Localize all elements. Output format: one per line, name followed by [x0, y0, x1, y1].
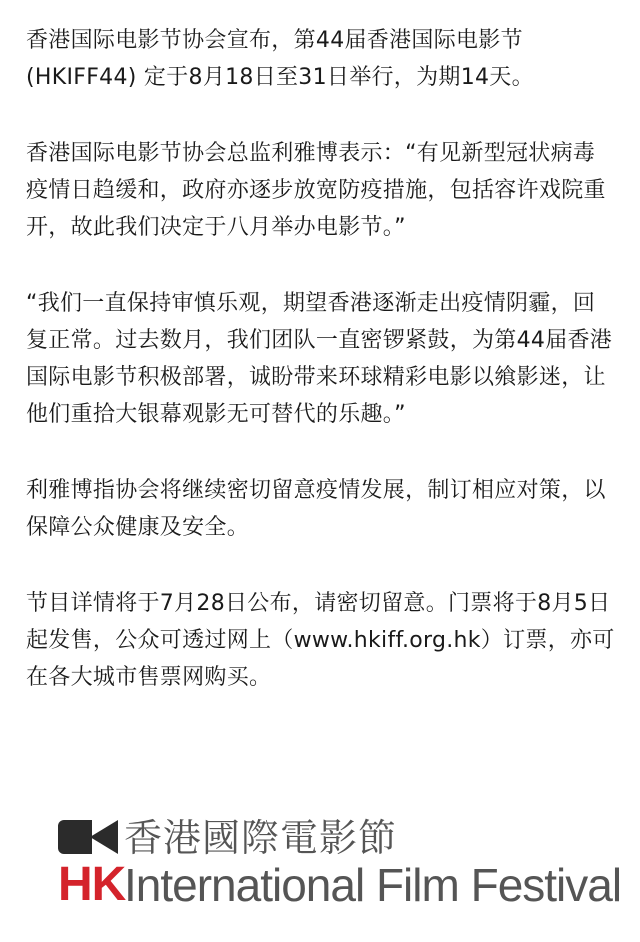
film-camera-mark-icon	[58, 820, 118, 854]
paragraph-health-safety: 利雅博指协会将继续密切留意疫情发展，制订相应对策，以保障公众健康及安全。	[26, 478, 606, 540]
paragraph-announcement: 香港国际电影节协会宣布，第44届香港国际电影节(HKIFF44) 定于8月18日至31日举行，为期14天。	[26, 28, 534, 90]
hkiff-logo	[58, 816, 622, 916]
paragraph-director-quote: “我们一直保持审慎乐观，期望香港逐渐走出疫情阴霾，回复正常。过去数月，我们团队一直密锣紧鼓，为第44届香港国际电影节积极部署，诚盼带来环球精彩电影以飨影迷，让他们重拾大银幕观影无可替代的乐趣。”	[26, 291, 613, 427]
paragraph-ticketing: 节目详情将于7月28日公布，请密切留意。门票将于8月5日起发售，公众可透过网上（www.hkiff.org.hk）订票，亦可在各大城市售票网购买。	[26, 591, 615, 690]
logo-hk-text: HK	[58, 858, 126, 911]
logo-chinese-name: 香港國際電影節	[124, 816, 398, 860]
paragraph-director-statement: 香港国际电影节协会总监利雅博表示：“有见新型冠状病毒疫情日趋缓和，政府亦逐步放宽防疫措施，包括容许戏院重开，故此我们决定于八月举办电影节。”	[26, 141, 606, 240]
logo-english-name: International Film Festival	[124, 859, 622, 911]
article-body	[26, 22, 616, 735]
